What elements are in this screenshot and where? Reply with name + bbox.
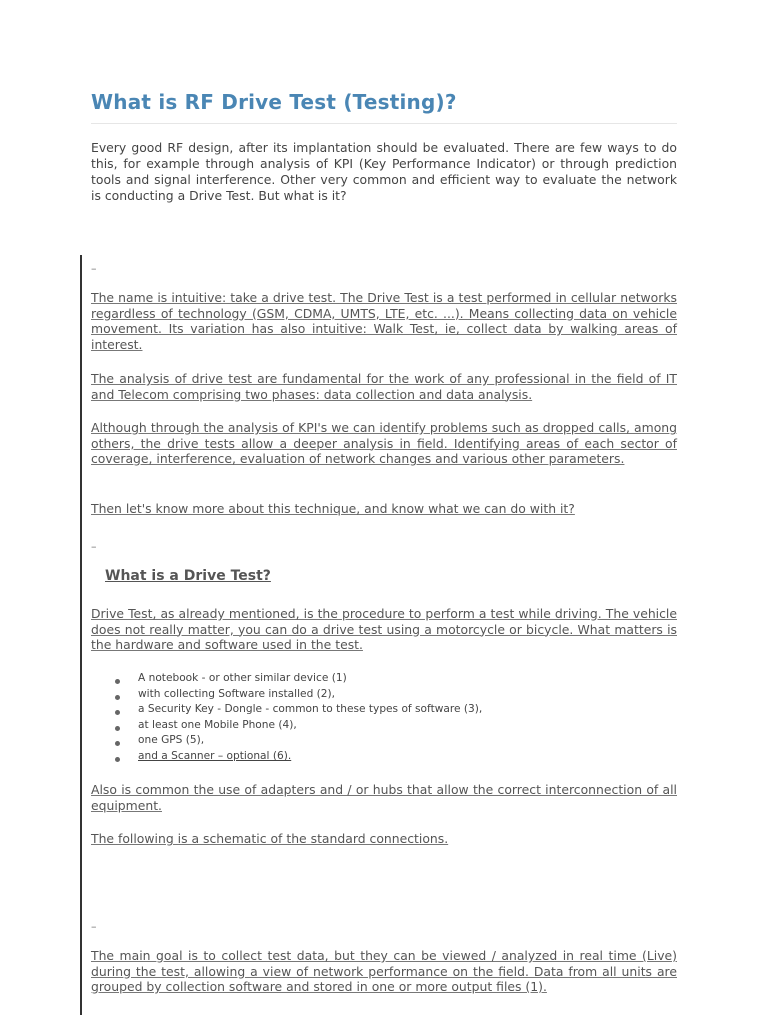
paragraph-adapters[interactable]: Also is common the use of adapters and / or hubs that allow the correct interconnection of all equipment. xyxy=(91,782,677,813)
dash-marker: – xyxy=(91,262,97,275)
bullet-icon xyxy=(115,695,120,700)
intro-paragraph: Every good RF design, after its implantation should be evaluated. There are few ways to do this, for example through analysis of KPI (Key Performance Indicator) or through prediction tools and signal interference. Other very common and efficient way to evaluate the network is conducting a Drive Test. But what is it? xyxy=(91,140,677,203)
list-item: with collecting Software installed (2), xyxy=(111,687,482,703)
list-item: at least one Mobile Phone (4), xyxy=(111,718,482,734)
page-title: What is RF Drive Test (Testing)? xyxy=(91,90,457,114)
paragraph-main-goal[interactable]: The main goal is to collect test data, but they can be viewed / analyzed in real time (Live) during the test, allowing a view of network performance on the field. Data from all units are grouped by collection software and stored in one or more output files (1). xyxy=(91,948,677,994)
bullet-icon xyxy=(115,726,120,731)
dash-marker: – xyxy=(91,540,97,553)
equipment-list xyxy=(111,671,482,765)
list-item: a Security Key - Dongle - common to these types of software (3), xyxy=(111,702,482,718)
paragraph-definition[interactable]: Drive Test, as already mentioned, is the procedure to perform a test while driving. The vehicle does not really matter, you can do a drive test using a motorcycle or bicycle. What matters is the hardware and software used in the test. xyxy=(91,606,677,652)
bullet-icon xyxy=(115,741,120,746)
bullet-icon xyxy=(115,757,120,762)
paragraph-schematic[interactable]: The following is a schematic of the standard connections. xyxy=(91,831,449,846)
bullet-icon xyxy=(115,679,120,684)
bullet-icon xyxy=(115,710,120,715)
title-divider xyxy=(91,123,677,124)
paragraph-kpi[interactable]: Although through the analysis of KPI's we can identify problems such as dropped calls, among others, the drive tests allow a deeper analysis in field. Identifying areas of each sector of coverage, interference, evaluation of network changes and various other parameters. xyxy=(91,420,677,466)
paragraph-technique[interactable]: Then let's know more about this technique, and know what we can do with it? xyxy=(91,501,575,516)
list-item: A notebook - or other similar device (1) xyxy=(111,671,482,687)
section-heading: What is a Drive Test? xyxy=(105,568,271,584)
list-item: one GPS (5), xyxy=(111,733,482,749)
dash-marker: – xyxy=(91,920,97,933)
paragraph-drive-test-intro[interactable]: The name is intuitive: take a drive test. The Drive Test is a test performed in cellular networks regardless of technology (GSM, CDMA, UMTS, LTE, etc. ...). Means collecting data on vehicle movement. Its variation has also intuitive: Walk Test, ie, collect data by walking areas of interest. xyxy=(91,290,677,352)
paragraph-analysis[interactable]: The analysis of drive test are fundamental for the work of any professional in the field of IT and Telecom comprising two phases: data collection and data analysis. xyxy=(91,371,677,402)
list-item: and a Scanner – optional (6). xyxy=(111,749,482,765)
left-margin-bar xyxy=(80,255,82,1015)
